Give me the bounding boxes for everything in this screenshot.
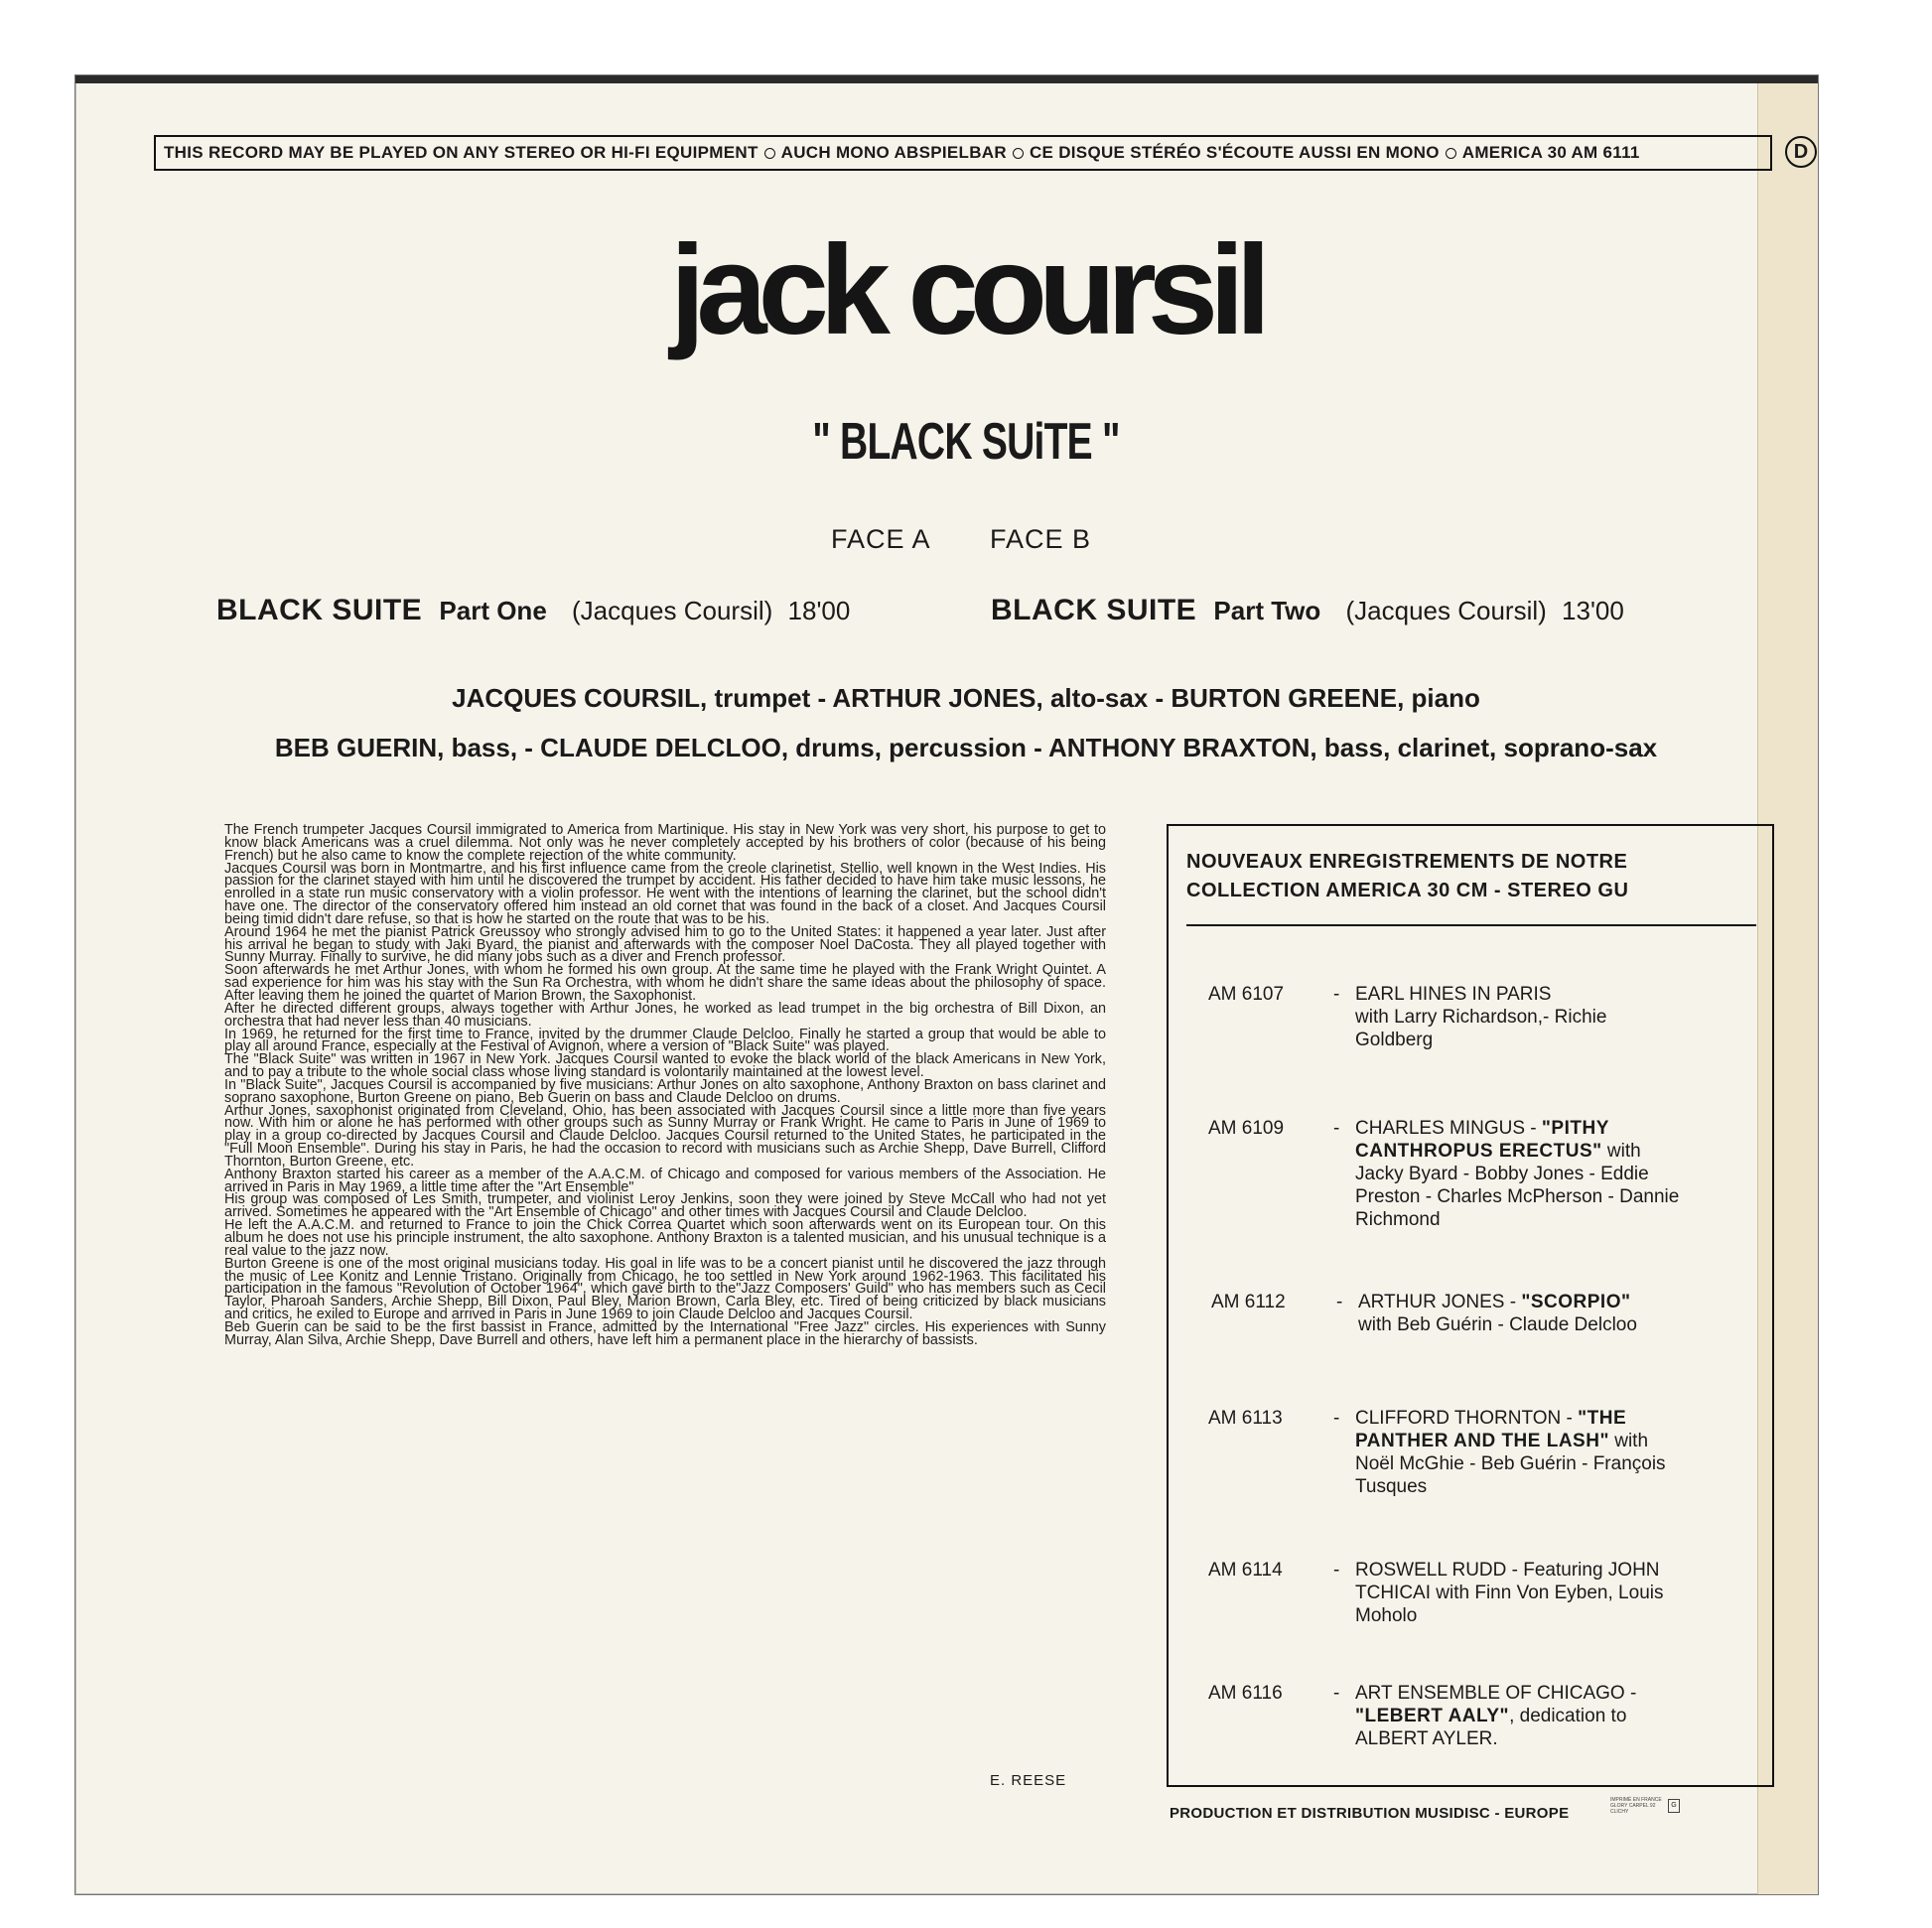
track-composer: (Jacques Coursil) [1345, 596, 1547, 625]
liner-paragraph: Jacques Coursil was born in Montmartre, and his first influence came from the creole clarinetist, Stellio, well known in the West Indies. His passion for the clarinet stayed with him until he discovered the trumpet by accident. His father decided to have him take music lessons, he enrolled in a state run music conservatory with a violin professor. He went with the intentions of learning the clarinet, but the school didn't have one. The director of the conservatory offered him instead an old cornet that was found in the back of a closet. And Jacques Coursil being timid didn't dare refuse, so that is how he started on the route that was to be his. [224, 860, 1106, 927]
track-face-a [216, 594, 850, 627]
banner-text-3: CE DISQUE STÉRÉO S'ÉCOUTE AUSSI EN MONO [1029, 143, 1440, 162]
face-b-label: FACE B [990, 524, 1092, 554]
liner-paragraph: Anthony Braxton started his career as a member of the A.A.C.M. of Chicago and composed for various members of the Association. He arrived in Paris in May 1969, a little time after the "Art Ensemble" [224, 1166, 1106, 1195]
release-details: with Beb Guérin - Claude Delcloo [1358, 1314, 1637, 1335]
liner-paragraph: Burton Greene is one of the most original musicians today. His goal in life was to be a concert pianist until he discovered the jazz through the music of Lee Konitz and Lennie Tristano. Originally from Chicago, he too settled in New York around 1962-1963. This facilitated his participation in the famous "Revolution of October 1964", which gave birth to the"Jazz Composers' Guild" who has members such as Cecil Taylor, Pharoah Sanders, Archie Shepp, Bill Dixon, Paul Bley, Marion Brown, Carla Bley, etc. Tired of being criticized by black musicians and critics, he exiled to Europe and arrived in Paris in June 1969 to join Claude Delcloo and Jacques Coursil. [224, 1255, 1106, 1323]
track-face-b [991, 594, 1624, 627]
release-lead: CHARLES MINGUS - [1355, 1118, 1542, 1139]
printer-mark-icon: G [1668, 1799, 1680, 1813]
track-duration: 18'00 [787, 596, 851, 625]
liner-paragraph: He left the A.A.C.M. and returned to France to join the Chick Correa Quartet which soon afterwards went on its European tour. On this album he does not use his principle instrument, the alto saxophone. Anthony Braxton is a talented musician, and his unusual technique is a real value to the jazz now. [224, 1217, 1106, 1259]
circle-separator-icon [1446, 148, 1456, 159]
new-releases-title [1186, 848, 1762, 905]
circle-separator-icon [1013, 148, 1024, 159]
release-lead: ART ENSEMBLE OF CHICAGO - [1355, 1683, 1637, 1704]
liner-paragraph: His group was composed of Les Smith, trumpeter, and violinist Leroy Jenkins, soon they were joined by Steve McCall who had not yet arrived. Sometimes he appeared with the "Art Ensemble of Chicago" and other times with Jacques Coursil and Claude Delcloo. [224, 1191, 1106, 1221]
release-code: AM 6113 [1208, 1408, 1283, 1429]
release-description [1358, 1291, 1686, 1336]
release-dash: - [1336, 1292, 1343, 1312]
release-lead: EARL HINES IN PARIS [1355, 984, 1552, 1005]
release-lead: ROSWELL RUDD - Featuring JOHN TCHICAI with Finn Von Eyben, Louis Moholo [1355, 1560, 1664, 1626]
banner-text-1: THIS RECORD MAY BE PLAYED ON ANY STEREO OR HI-FI EQUIPMENT [164, 143, 759, 162]
release-details: with Larry Richardson,- Richie Goldberg [1355, 1007, 1607, 1050]
banner-text-2: AUCH MONO ABSPIELBAR [780, 143, 1007, 162]
notes-author: E. REESE [990, 1772, 1067, 1789]
track-composer: (Jacques Coursil) [572, 596, 773, 625]
imprint-text: IMPRIMÉ EN FRANCE GLORY CARPEL 92 CLICHY [1610, 1797, 1662, 1815]
personnel-line-1: JACQUES COURSIL, trumpet - ARTHUR JONES, alto-sax - BURTON GREENE, piano [452, 683, 1480, 713]
track-title: BLACK SUITE [991, 594, 1197, 626]
liner-paragraph: After he directed different groups, always together with Arthur Jones, he worked as lead trumpet in the big orchestra of Bill Dixon, an orchestra that had never less than 40 musicians. [224, 1000, 1106, 1030]
personnel-line-2: BEB GUERIN, bass, - CLAUDE DELCLOO, drums, percussion - ANTHONY BRAXTON, bass, clarinet, soprano-sax [274, 733, 1658, 762]
release-dash: - [1333, 984, 1340, 1005]
release-details: with Noël McGhie - Beb Guérin - François Tusques [1355, 1431, 1666, 1497]
track-part: Part One [439, 596, 547, 625]
release-lead: CLIFFORD THORNTON - [1355, 1408, 1579, 1429]
release-highlight: "PITHY CANTHROPUS ERECTUS" [1355, 1118, 1609, 1162]
new-releases-title-line: NOUVEAUX ENREGISTREMENTS DE NOTRE [1186, 851, 1628, 873]
new-releases-title-line: COLLECTION AMERICA 30 CM - STEREO GU [1186, 880, 1629, 901]
liner-notes [224, 824, 1106, 1347]
release-dash: - [1333, 1408, 1340, 1429]
liner-paragraph: Beb Guerin can be said to be the first bassist in France, admitted by the International "Free Jazz" circles. His experiences with Sunny Murray, Alan Silva, Archie Shepp, Dave Burrell and others, have left him a permanent place in the hierarchy of bassists. [224, 1318, 1106, 1348]
release-highlight: "LEBERT AALY" [1355, 1706, 1510, 1726]
release-highlight: "SCORPIO" [1521, 1292, 1631, 1312]
liner-paragraph: In 1969, he returned for the first time to France, invited by the drummer Claude Delcloo. Finally he started a group that would be able to play all around France, especially at the Festival of Avignon, where a version of "Black Suite" was played. [224, 1026, 1106, 1055]
circle-separator-icon [764, 148, 775, 159]
track-part: Part Two [1213, 596, 1321, 625]
catalog-number: AMERICA 30 AM 6111 [1461, 143, 1640, 162]
release-dash: - [1333, 1683, 1340, 1704]
release-description [1355, 983, 1683, 1051]
release-description [1355, 1407, 1683, 1498]
release-description [1355, 1559, 1683, 1627]
artist-name: jack coursil [669, 219, 1263, 361]
liner-paragraph: The "Black Suite" was written in 1967 in New York. Jacques Coursil wanted to evoke the black world of the black Americans in New York, and to pay a tribute to the whole social class whose living standard is volontarily maintained at the lowest level. [224, 1051, 1106, 1081]
liner-paragraph: Arthur Jones, saxophonist originated from Cleveland, Ohio, has been associated with Jacques Coursil since a little more than five years now. With him or alone he has performed with other groups such as Sunny Murray or Frank Wright. He came to Paris in June of 1969 to play in a group co-directed by Jacques Coursil and Claude Delcloo. Jacques Coursil returned to the United States, he participated in the "Full Moon Ensemble". During his stay in Paris, he had the occasion to record with musicians such as Archie Shepp, Dave Burrell, Clifford Thornton, Burton Greene, etc. [224, 1102, 1106, 1170]
release-code: AM 6107 [1208, 984, 1285, 1005]
release-dash: - [1333, 1560, 1340, 1581]
release-description [1355, 1117, 1683, 1231]
liner-paragraph: In "Black Suite", Jacques Coursil is accompanied by five musicians: Arthur Jones on alto saxophone, Anthony Braxton on bass clarinet and soprano saxophone, Burton Greene on piano, Beb Guerin on bass and Claude Delcloo on drums. [224, 1076, 1106, 1106]
release-code: AM 6109 [1208, 1118, 1285, 1139]
release-description [1355, 1682, 1683, 1750]
release-details: with Jacky Byard - Bobby Jones - Eddie Preston - Charles McPherson - Dannie Richmond [1355, 1141, 1680, 1230]
new-releases-box [1167, 824, 1774, 1787]
country-mark: D [1785, 136, 1817, 168]
track-title: BLACK SUITE [216, 594, 423, 626]
face-a-label: FACE A [831, 524, 931, 554]
liner-paragraph: Soon afterwards he met Arthur Jones, with whom he formed his own group. At the same time he played with the Frank Wright Quintet. A sad experience for him was his stay with the Sun Ra Orchestra, with whom he didn't share the same ideas about the philosophy of space. After leaving them he joined the quartet of Marion Brown, the Saxophonist. [224, 962, 1106, 1004]
release-code: AM 6114 [1208, 1560, 1283, 1581]
liner-paragraph: The French trumpeter Jacques Coursil immigrated to America from Martinique. His stay in New York was very short, his purpose to get to know black Americans was a cruel dilemma. Not only was he never completely accepted by his brothers of color (because of his being French) but he also came to know the complete rejection of the white community. [224, 822, 1106, 864]
release-code: AM 6116 [1208, 1683, 1283, 1704]
release-details: , dedication to ALBERT AYLER. [1355, 1706, 1627, 1749]
release-lead: ARTHUR JONES - [1358, 1292, 1522, 1312]
release-highlight: "THE PANTHER AND THE LASH" [1355, 1408, 1627, 1451]
release-dash: - [1333, 1118, 1340, 1139]
compatibility-banner [154, 135, 1772, 171]
liner-paragraph: Around 1964 he met the pianist Patrick Greussoy who strongly advised him to go to the United States: it happened a year later. Just after his arrival he began to study with Jaki Byard, the pianist and afterwards with the composer Noel DaCosta. They all played together with Sunny Murray. Finally to survive, he did many jobs such as a diver and French professor. [224, 923, 1106, 966]
release-code: AM 6112 [1211, 1292, 1286, 1312]
distribution-footer: PRODUCTION ET DISTRIBUTION MUSIDISC - EUROPE [1170, 1805, 1570, 1822]
track-duration: 13'00 [1562, 596, 1624, 625]
album-title: " BLACK SUiTE " [812, 413, 1120, 471]
divider [1186, 924, 1756, 926]
